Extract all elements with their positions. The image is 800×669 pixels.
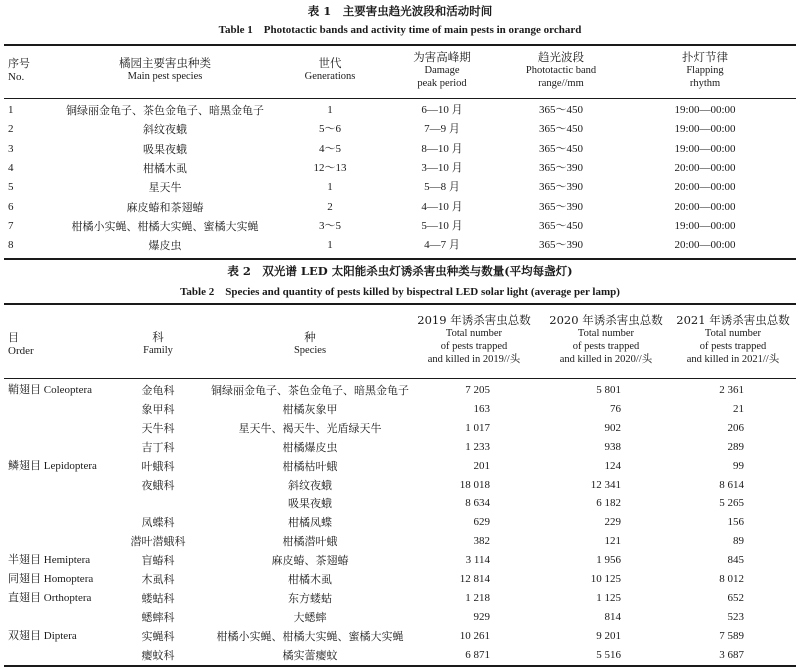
- t2-cell-species: 柑橘木虱: [288, 573, 332, 586]
- t1-cell-peak: 5—8 月: [424, 181, 460, 194]
- t1-cell-rhythm: 19:00—00:00: [674, 104, 736, 116]
- t2-header-order-en: Order: [8, 345, 34, 357]
- t2-header-2020-en3: and killed in 2020//头: [559, 354, 653, 365]
- table2-caption-zh: 表 2 双光谱 LED 太阳能杀虫灯诱杀害虫种类与数量(平均每盏灯): [227, 264, 573, 278]
- t2-header-2019-en2: of pests trapped: [440, 341, 508, 352]
- t2-cell-family: 潜叶潜蛾科: [130, 535, 186, 549]
- t1-cell-gen: 1: [327, 181, 333, 194]
- t2-cell-2021: 7 589: [719, 629, 744, 642]
- t2-cell-2019: 10 261: [459, 629, 490, 642]
- t2-cell-2019: 18 018: [459, 478, 490, 491]
- t2-header-2019: [417, 314, 530, 366]
- t1-cell-peak: 4—10 月: [421, 200, 463, 213]
- t2-header-family: [143, 331, 173, 357]
- t2-cell-2021: 3 687: [719, 648, 744, 661]
- t2-cell-2021: 156: [727, 516, 744, 529]
- t2-cell-order: 鳞翅目 Lepidoptera: [8, 459, 97, 472]
- t2-cell-2021: 523: [727, 610, 744, 623]
- t2-header-2020-zh: 2020 年诱杀害虫总数: [549, 313, 663, 327]
- t2-cell-species: 铜绿丽金龟子、茶色金龟子、暗黑金龟子: [211, 384, 409, 397]
- t2-cell-2020: 124: [604, 459, 621, 472]
- t1-header-peak-en: Damage: [424, 65, 460, 76]
- t2-cell-2021: 289: [727, 440, 744, 453]
- t1-cell-species: 麻皮蝽和茶翅蝽: [126, 200, 204, 214]
- t2-cell-species: 麻皮蝽、茶翅蝽: [271, 554, 349, 568]
- t2-header-species-en: Species: [293, 345, 327, 356]
- t1-cell-species: 柑橘木虱: [143, 161, 187, 175]
- t2-cell-2021: 99: [733, 459, 744, 472]
- t1-cell-gen: 1: [327, 239, 333, 252]
- t1-cell-species: 爆皮虫: [148, 239, 182, 253]
- t1-cell-species: 吸果夜蛾: [143, 142, 187, 156]
- t2-cell-2020: 902: [604, 421, 621, 434]
- t1-cell-species: 斜纹夜蛾: [143, 123, 187, 137]
- t1-header-species-en: Main pest species: [127, 71, 203, 82]
- t1-header-band-en: Phototactic band: [525, 65, 597, 76]
- t2-cell-family: 蝼蛄科: [141, 591, 175, 605]
- t1-header-band-en2: range//mm: [538, 78, 584, 89]
- t2-cell-family: 蟋蟀科: [141, 610, 175, 624]
- t1-cell-gen: 4～5: [319, 142, 341, 155]
- t2-header-2021-zh: 2021 年诱杀害虫总数: [676, 313, 790, 327]
- t1-header-rhythm-en: Flapping: [686, 65, 724, 76]
- t2-cell-2021: 8 012: [719, 573, 744, 585]
- t2-cell-2020: 938: [604, 440, 621, 453]
- t2-cell-2020: 814: [604, 610, 621, 623]
- t2-header-species-zh: 种: [304, 330, 316, 344]
- t2-cell-2019: 12 814: [459, 573, 490, 585]
- t1-cell-peak: 6—10 月: [421, 104, 463, 116]
- t2-cell-2021: 8 614: [719, 478, 744, 491]
- t2-cell-2019: 201: [473, 459, 490, 472]
- t1-cell-rhythm: 20:00—00:00: [674, 200, 736, 213]
- t2-cell-2019: 8 634: [465, 497, 490, 510]
- t2-cell-species: 斜纹夜蛾: [288, 478, 332, 492]
- t2-cell-family: 叶蛾科: [141, 459, 175, 473]
- t1-cell-band: 365～390: [539, 161, 583, 174]
- t2-header-2021-en: Total number: [704, 328, 762, 339]
- t1-header-gen-zh: 世代: [318, 56, 342, 70]
- t2-header-order-zh: 目: [8, 331, 19, 344]
- t1-cell-no: 1: [8, 104, 14, 116]
- t2-cell-2019: 629: [473, 516, 490, 529]
- t1-cell-gen: 12～13: [313, 161, 347, 174]
- table1-top-rule: [4, 44, 796, 46]
- t1-header-no-zh: 序号: [8, 57, 30, 70]
- t2-header-2019-zh: 2019 年诱杀害虫总数: [417, 313, 531, 327]
- t2-cell-order: 鞘翅目 Coleoptera: [8, 384, 93, 396]
- t2-cell-species: 柑橘小实蝇、柑橘大实蝇、蜜橘大实蝇: [216, 629, 404, 643]
- t2-cell-2019: 1 017: [465, 421, 490, 434]
- t2-header-2021-en2: of pests trapped: [699, 341, 767, 352]
- t1-cell-no: 2: [8, 123, 14, 136]
- t1-cell-peak: 3—10 月: [421, 161, 463, 174]
- t1-cell-band: 365～390: [539, 181, 583, 194]
- t2-cell-order: 半翅目 Hemiptera: [8, 554, 91, 567]
- t2-cell-family: 象甲科: [141, 402, 175, 416]
- t2-cell-2021: 845: [727, 554, 744, 567]
- table1-bottom-rule: [4, 258, 796, 260]
- t2-cell-2020: 76: [610, 402, 621, 415]
- t1-cell-gen: 1: [327, 104, 333, 116]
- t2-header-2019-en: Total number: [445, 328, 503, 339]
- t2-cell-species: 吸果夜蛾: [288, 497, 332, 511]
- t2-cell-2021: 89: [733, 535, 744, 548]
- t2-cell-order: 双翅目 Diptera: [8, 629, 77, 642]
- t2-cell-2020: 229: [604, 516, 621, 529]
- t2-cell-species: 柑橘凤蝶: [288, 516, 332, 530]
- t1-header-peak-zh: 为害高峰期: [413, 50, 471, 64]
- t1-cell-peak: 5—10 月: [421, 219, 463, 232]
- t2-cell-2020: 5 801: [596, 384, 621, 396]
- t1-cell-rhythm: 19:00—00:00: [674, 142, 736, 155]
- t1-cell-rhythm: 19:00—00:00: [674, 219, 736, 232]
- t1-cell-band: 365～450: [539, 142, 583, 155]
- t2-header-order: [8, 331, 34, 358]
- t2-header-family-zh: 科: [152, 330, 164, 344]
- t2-cell-2021: 2 361: [719, 384, 744, 396]
- t1-cell-peak: 4—7 月: [424, 239, 460, 252]
- t2-cell-species: 柑橘潜叶蛾: [282, 535, 338, 549]
- t1-cell-no: 7: [8, 219, 14, 232]
- t1-cell-gen: 3～5: [319, 219, 341, 232]
- t2-cell-species: 柑橘枯叶蛾: [282, 459, 338, 473]
- t2-cell-species: 柑橘爆皮虫: [282, 440, 338, 454]
- t2-cell-2021: 652: [727, 591, 744, 604]
- t2-cell-2019: 6 871: [465, 648, 490, 661]
- t1-cell-gen: 5～6: [319, 123, 341, 136]
- t1-cell-no: 8: [8, 239, 14, 252]
- t2-cell-family: 木虱科: [141, 573, 175, 586]
- t1-header-gen-en: Generations: [304, 71, 356, 82]
- t2-header-2020-en2: of pests trapped: [572, 341, 640, 352]
- t2-cell-order: 直翅目 Orthoptera: [8, 591, 92, 604]
- table1-header-rule: [4, 98, 796, 99]
- t2-header-2020-en: Total number: [577, 328, 635, 339]
- t2-cell-2020: 121: [604, 535, 621, 548]
- t1-header-peak-en2: peak period: [417, 78, 467, 89]
- t2-cell-2020: 9 201: [596, 629, 621, 642]
- t1-cell-rhythm: 19:00—00:00: [674, 123, 736, 136]
- t1-cell-band: 365～390: [539, 200, 583, 213]
- t1-header-no-en: No.: [8, 71, 25, 83]
- t2-cell-2020: 1 956: [596, 554, 621, 567]
- t1-cell-rhythm: 20:00—00:00: [674, 161, 736, 174]
- t2-cell-2019: 1 233: [465, 440, 490, 453]
- t2-cell-family: 天牛科: [141, 421, 175, 435]
- t1-cell-band: 365～450: [539, 104, 583, 116]
- t2-cell-2020: 5 516: [596, 648, 621, 661]
- t2-header-2020: [549, 314, 662, 366]
- t2-cell-2021: 21: [733, 402, 744, 415]
- t1-cell-no: 6: [8, 200, 14, 213]
- table2-caption-en: Table 2 Species and quantity of pests killed by bispectral LED solar light (average per lamp): [180, 286, 620, 298]
- t2-cell-2019: 929: [473, 610, 490, 623]
- t1-header-band-zh: 趋光波段: [538, 50, 584, 64]
- t2-cell-species: 东方蝼蛄: [288, 591, 332, 605]
- t1-cell-band: 365～450: [539, 219, 583, 232]
- t2-header-family-en: Family: [143, 345, 173, 356]
- t1-cell-peak: 7—9 月: [424, 123, 460, 136]
- t2-cell-2020: 10 125: [590, 573, 621, 585]
- t1-header-species: [119, 57, 211, 83]
- t1-header-peak: [413, 51, 471, 90]
- t2-cell-2020: 12 341: [590, 478, 621, 491]
- t1-header-gen: [305, 57, 356, 83]
- t2-cell-family: 夜蛾科: [141, 478, 175, 492]
- t2-cell-family: 实蝇科: [141, 629, 175, 643]
- t2-header-2019-en3: and killed in 2019//头: [427, 354, 521, 365]
- t2-cell-2021: 5 265: [719, 497, 744, 510]
- t1-cell-no: 5: [8, 181, 14, 194]
- t1-cell-rhythm: 20:00—00:00: [674, 181, 736, 194]
- t1-header-rhythm-en2: rhythm: [689, 78, 721, 89]
- t2-cell-2021: 206: [727, 421, 744, 434]
- t2-cell-family: 金龟科: [141, 384, 175, 397]
- t1-header-rhythm-zh: 扑灯节律: [682, 50, 728, 64]
- t2-header-2021-en3: and killed in 2021//头: [686, 354, 780, 365]
- table2-bottom-rule: [4, 665, 796, 667]
- t2-cell-species: 橘实蕾瘿蚊: [282, 648, 338, 662]
- t2-cell-family: 凤蝶科: [141, 516, 175, 530]
- t1-cell-rhythm: 20:00—00:00: [674, 239, 736, 252]
- t2-cell-2019: 7 205: [465, 384, 490, 396]
- table1-caption-en: Table 1 Phototactic bands and activity time of main pests in orange orchard: [218, 24, 582, 36]
- t1-cell-gen: 2: [327, 200, 333, 213]
- t1-cell-no: 4: [8, 161, 14, 174]
- t2-cell-family: 吉丁科: [141, 440, 175, 454]
- t1-cell-species: 柑橘小实蝇、柑橘大实蝇、蜜橘大实蝇: [71, 219, 259, 233]
- t1-cell-band: 365～390: [539, 239, 583, 252]
- t2-cell-2020: 1 125: [596, 591, 621, 604]
- t2-cell-order: 同翅目 Homoptera: [8, 573, 94, 585]
- t2-cell-species: 星天牛、褐天牛、光盾绿天牛: [238, 421, 382, 435]
- t2-cell-2019: 3 114: [465, 554, 490, 567]
- table1-caption-zh: 表 1 主要害虫趋光波段和活动时间: [307, 4, 493, 18]
- t1-header-rhythm: [682, 51, 728, 90]
- t1-cell-species: 星天牛: [148, 181, 182, 195]
- table2-header-rule: [4, 378, 796, 379]
- t2-cell-family: 盲蝽科: [141, 554, 175, 568]
- t1-cell-peak: 8—10 月: [421, 142, 463, 155]
- t2-header-2021: [676, 314, 789, 366]
- table2-top-rule: [4, 303, 796, 305]
- t1-header-species-zh: 橘园主要害虫种类: [119, 56, 211, 70]
- t2-cell-species: 柑橘灰象甲: [282, 402, 338, 416]
- t2-cell-2019: 382: [473, 535, 490, 548]
- t2-cell-species: 大蟋蟀: [293, 610, 327, 624]
- t2-header-species: [294, 331, 326, 357]
- t1-cell-species: 铜绿丽金龟子、茶色金龟子、暗黑金龟子: [66, 104, 264, 117]
- t1-header-no: [8, 57, 30, 84]
- t2-cell-2020: 6 182: [596, 497, 621, 510]
- t2-cell-2019: 1 218: [465, 591, 490, 604]
- t1-cell-no: 3: [8, 142, 14, 155]
- t2-cell-2019: 163: [473, 402, 490, 415]
- t1-header-band: [526, 51, 596, 90]
- t1-cell-band: 365～450: [539, 123, 583, 136]
- t2-cell-family: 瘿蚊科: [141, 648, 175, 662]
